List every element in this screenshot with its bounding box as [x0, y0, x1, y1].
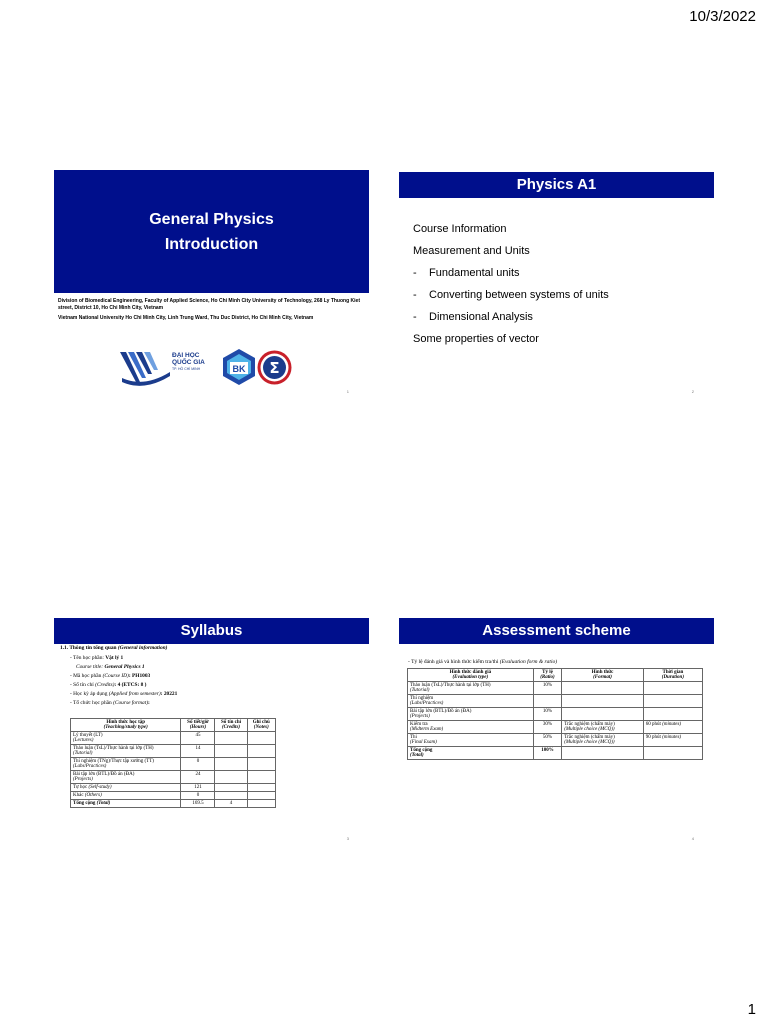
column-header: [71, 719, 181, 732]
format-en: (Multiple choice (MCQ)): [564, 740, 615, 745]
table-row: [408, 682, 703, 695]
duration-en: (minutes): [662, 735, 682, 740]
info-label-en: (Applied from semester): [108, 691, 161, 697]
outline-subitem: [413, 288, 609, 310]
cell-notes: [247, 784, 275, 792]
slide-title: Physics A1: [399, 172, 714, 198]
course-format-table: [70, 718, 276, 808]
row-type-en: (Labs/Practices): [410, 701, 444, 706]
row-type-en: (Lectures): [73, 738, 94, 743]
column-header-vi: Hình thức đánh giá: [449, 670, 492, 675]
slide-number: 2: [691, 389, 694, 394]
row-type: [71, 771, 181, 784]
duration-en: (minutes): [662, 722, 682, 727]
cell-format: [562, 695, 644, 708]
outline-subitem: [413, 310, 609, 332]
cell-ratio: [533, 747, 562, 760]
format-vi: Trắc nghiệm (chấm máy): [564, 722, 615, 727]
slide-number: 1: [346, 389, 349, 394]
info-heading: 1.1. Thông tin tổng quan (General information): [60, 645, 168, 651]
cell-credits: [215, 792, 247, 800]
table-row: [408, 695, 703, 708]
cell-hours: 45: [181, 732, 215, 745]
dash-marker: -: [413, 267, 417, 279]
column-header-en: (Notes): [253, 725, 269, 730]
row-type: [71, 800, 181, 808]
info-line: [70, 654, 360, 663]
info-label-en: (Course ID): [102, 673, 129, 679]
slide-number: 4: [691, 836, 694, 841]
row-type-vi: Thí nghiệm: [410, 696, 434, 701]
affiliation-line-1: Division of Biomedical Engineering, Faculty of Applied Science, Ho Chi Minh City University of Technology, 268 Ly Thuong Kiet street, District 10, Ho Chi Minh City, Vietnam: [58, 298, 360, 311]
cell-notes: [247, 800, 275, 808]
column-header: [408, 669, 534, 682]
cell-hours: 121: [181, 784, 215, 792]
cell-ratio: [533, 708, 562, 721]
info-label: - Tên học phần:: [70, 655, 106, 661]
dash-marker: -: [413, 311, 417, 323]
info-line: [70, 699, 360, 708]
info-label-en: (Course format): [113, 700, 148, 706]
info-line: [76, 663, 360, 672]
cell-credits: 4: [215, 800, 247, 808]
vnu-hcm-wordmark: ĐẠI HỌC QUỐC GIA TP. HỒ CHÍ MINH: [172, 352, 205, 371]
outline-list: [413, 222, 609, 354]
cell-duration: [643, 708, 702, 721]
title-banner: [54, 170, 369, 293]
column-header: [247, 719, 275, 732]
row-type-en: (Midterm Exam): [410, 727, 444, 732]
table-row: [408, 747, 703, 760]
row-type-vi: Tổng cộng: [73, 801, 96, 806]
cell-duration: [643, 695, 702, 708]
outline-subitem: [413, 266, 609, 288]
outline-item: [413, 244, 609, 266]
column-header-vi: Hình thức: [591, 670, 614, 675]
row-type-vi: Thảo luận (TsL)/Thực hành tại lớp (TH): [73, 746, 154, 751]
slide-physics-a1: [399, 170, 714, 400]
svg-text:Σ: Σ: [269, 359, 280, 377]
table-row: [408, 734, 703, 747]
row-type: [408, 747, 534, 760]
bk-university-logo: [220, 348, 258, 386]
cell-format: [562, 734, 644, 747]
svg-text:BK: BK: [232, 364, 246, 374]
column-header-en: (Hours): [189, 725, 207, 730]
duration-vi: 60 phút: [645, 722, 663, 727]
slide-title: Syllabus: [54, 618, 369, 644]
slide-syllabus: [54, 617, 369, 847]
row-type-en: (Labs/Practices): [73, 764, 107, 769]
cell-duration: [643, 734, 702, 747]
row-type-en: (Tutorial): [73, 751, 93, 756]
affiliation: [58, 298, 366, 325]
cell-notes: [247, 792, 275, 800]
row-type: [71, 732, 181, 745]
cell-credits: [215, 732, 247, 745]
slide-number: 3: [346, 836, 349, 841]
affiliation-line-2: Vietnam National University Ho Chi Minh City, Linh Trung Ward, Thu Duc District, Ho Chi Minh City, Vietnam: [58, 315, 314, 321]
page-number: 1: [747, 1001, 756, 1018]
table-row: [71, 800, 276, 808]
format-en: (Multiple choice (MCQ)): [564, 727, 615, 732]
info-label: - Học kỳ áp dụng: [70, 691, 109, 697]
slide-title: [54, 170, 369, 400]
assessment-table: [407, 668, 703, 760]
row-type-en: (Projects): [410, 714, 430, 719]
info-label: - Mã học phần: [70, 673, 103, 679]
cell-hours: 0: [181, 792, 215, 800]
cell-ratio: [533, 695, 562, 708]
format-vi: Trắc nghiệm (chấm máy): [564, 735, 615, 740]
outline-text: Fundamental units: [429, 267, 520, 279]
table-row: [408, 721, 703, 734]
logo-row: [118, 346, 298, 388]
info-label: Course title:: [76, 664, 105, 670]
column-header-en: (Ratio): [540, 675, 555, 680]
row-type-vi: Bài tập lớn (BTL)/Đồ án (ĐA): [73, 772, 135, 777]
slide-title-text: General Physics Introduction: [149, 210, 274, 253]
info-value: : 4 (ETCS: 8 ): [114, 682, 147, 688]
column-header: [533, 669, 562, 682]
info-value: :: [147, 700, 150, 706]
row-type-en: (Tutorial): [410, 688, 430, 693]
assessment-intro: - Tỷ lệ đánh giá và hình thức kiểm tra/thi (Evaluation form & ratio): [408, 659, 558, 665]
vnu-hcm-logo: [118, 348, 178, 386]
row-type: [71, 784, 181, 792]
cell-hours: 14: [181, 745, 215, 758]
column-header-en: (Teaching/study type): [103, 725, 148, 730]
row-type: [71, 758, 181, 771]
column-header: [643, 669, 702, 682]
row-type: [408, 734, 534, 747]
cell-credits: [215, 784, 247, 792]
row-type-en: (Total): [96, 801, 111, 806]
info-line: [70, 672, 360, 681]
row-type-vi: Lý thuyết (LT): [73, 733, 103, 738]
general-information: [60, 645, 360, 708]
row-type-vi: Khác: [73, 793, 84, 798]
row-type-en: (Projects): [73, 777, 93, 782]
duration-vi: 90 phút: [645, 735, 663, 740]
cell-duration: [643, 721, 702, 734]
column-header-vi: Tỷ lệ: [542, 670, 553, 675]
column-header-vi: Số tín chỉ: [221, 720, 242, 725]
cell-notes: [247, 732, 275, 745]
table-row: [71, 784, 276, 792]
info-label-en: (Credits): [95, 682, 115, 688]
row-type: [71, 745, 181, 758]
row-type-en: (Others): [84, 793, 102, 798]
column-header-vi: Ghi chú: [252, 720, 270, 725]
cell-credits: [215, 745, 247, 758]
cell-duration: [643, 747, 702, 760]
table-row: [71, 792, 276, 800]
outline-item: [413, 332, 609, 354]
column-header: [215, 719, 247, 732]
ratio-value: 10%: [542, 709, 553, 714]
row-type-vi: Bài tập lớn (BTL)/Đồ án (ĐA): [410, 709, 472, 714]
row-type: [408, 682, 534, 695]
ratio-value: 30%: [542, 722, 553, 727]
slide-assessment: [399, 617, 714, 847]
table-row: [71, 745, 276, 758]
info-value: Vật lý 1: [105, 655, 124, 661]
page-date: 10/3/2022: [689, 8, 756, 25]
info-label: - Tổ chức học phần: [70, 700, 114, 706]
info-value: General Physics 1: [104, 664, 145, 670]
outline-item: [413, 222, 609, 244]
cell-credits: [215, 758, 247, 771]
cell-duration: [643, 682, 702, 695]
column-header-vi: Thời gian: [662, 670, 684, 675]
table-row: [71, 758, 276, 771]
column-header-en: (Duration): [661, 675, 685, 680]
row-type-vi: Thí nghiệm (TNg)/Thực tập xưởng (TT): [73, 759, 154, 764]
table-row: [71, 732, 276, 745]
ratio-value: 50%: [542, 735, 553, 740]
outline-text: Some properties of vector: [413, 333, 539, 345]
ratio-value: 10%: [542, 683, 553, 688]
column-header-en: (Evaluation type): [452, 675, 489, 680]
row-type-vi: Kiểm tra: [410, 722, 428, 727]
outline-text: Course Information: [413, 223, 507, 235]
row-type-en: (Final Exam): [410, 740, 437, 745]
cell-format: [562, 747, 644, 760]
column-header-en: (Credits): [222, 725, 241, 730]
row-type-vi: Tổng cộng: [410, 748, 433, 753]
cell-credits: [215, 771, 247, 784]
table-row: [408, 708, 703, 721]
table-row: [71, 771, 276, 784]
cell-notes: [247, 758, 275, 771]
info-line: [70, 681, 360, 690]
cell-format: [562, 682, 644, 695]
outline-text: Measurement and Units: [413, 245, 530, 257]
cell-ratio: [533, 734, 562, 747]
cell-notes: [247, 745, 275, 758]
cell-ratio: [533, 721, 562, 734]
cell-notes: [247, 771, 275, 784]
cell-format: [562, 708, 644, 721]
row-type: [408, 695, 534, 708]
cell-ratio: [533, 682, 562, 695]
row-type-en: (Self-study): [88, 785, 112, 790]
column-header: [181, 719, 215, 732]
row-type-vi: Thảo luận (TsL)/Thực hành tại lớp (TH): [410, 683, 491, 688]
row-type-en: (Total): [410, 753, 424, 758]
info-label: - Số tín chỉ: [70, 682, 96, 688]
cell-hours: 24: [181, 771, 215, 784]
ratio-value: 100%: [541, 748, 554, 753]
column-header-vi: Số tiết/giờ: [187, 720, 209, 725]
row-type: [408, 708, 534, 721]
cell-format: [562, 721, 644, 734]
faculty-sigma-logo: [256, 349, 293, 386]
column-header-en: (Format): [593, 675, 612, 680]
info-value: : PH1003: [128, 673, 151, 679]
cell-hours: 0: [181, 758, 215, 771]
outline-text: Converting between systems of units: [429, 289, 609, 301]
row-type-vi: Thi: [410, 735, 417, 740]
row-type: [408, 721, 534, 734]
row-type: [71, 792, 181, 800]
slide-title: Assessment scheme: [399, 618, 714, 644]
dash-marker: -: [413, 289, 417, 301]
info-value: : 20221: [160, 691, 178, 697]
column-header-vi: Hình thức học tập: [106, 720, 146, 725]
info-line: [70, 690, 360, 699]
outline-text: Dimensional Analysis: [429, 311, 533, 323]
cell-hours: 169.5: [181, 800, 215, 808]
row-type-vi: Tự học: [73, 785, 88, 790]
column-header: [562, 669, 644, 682]
